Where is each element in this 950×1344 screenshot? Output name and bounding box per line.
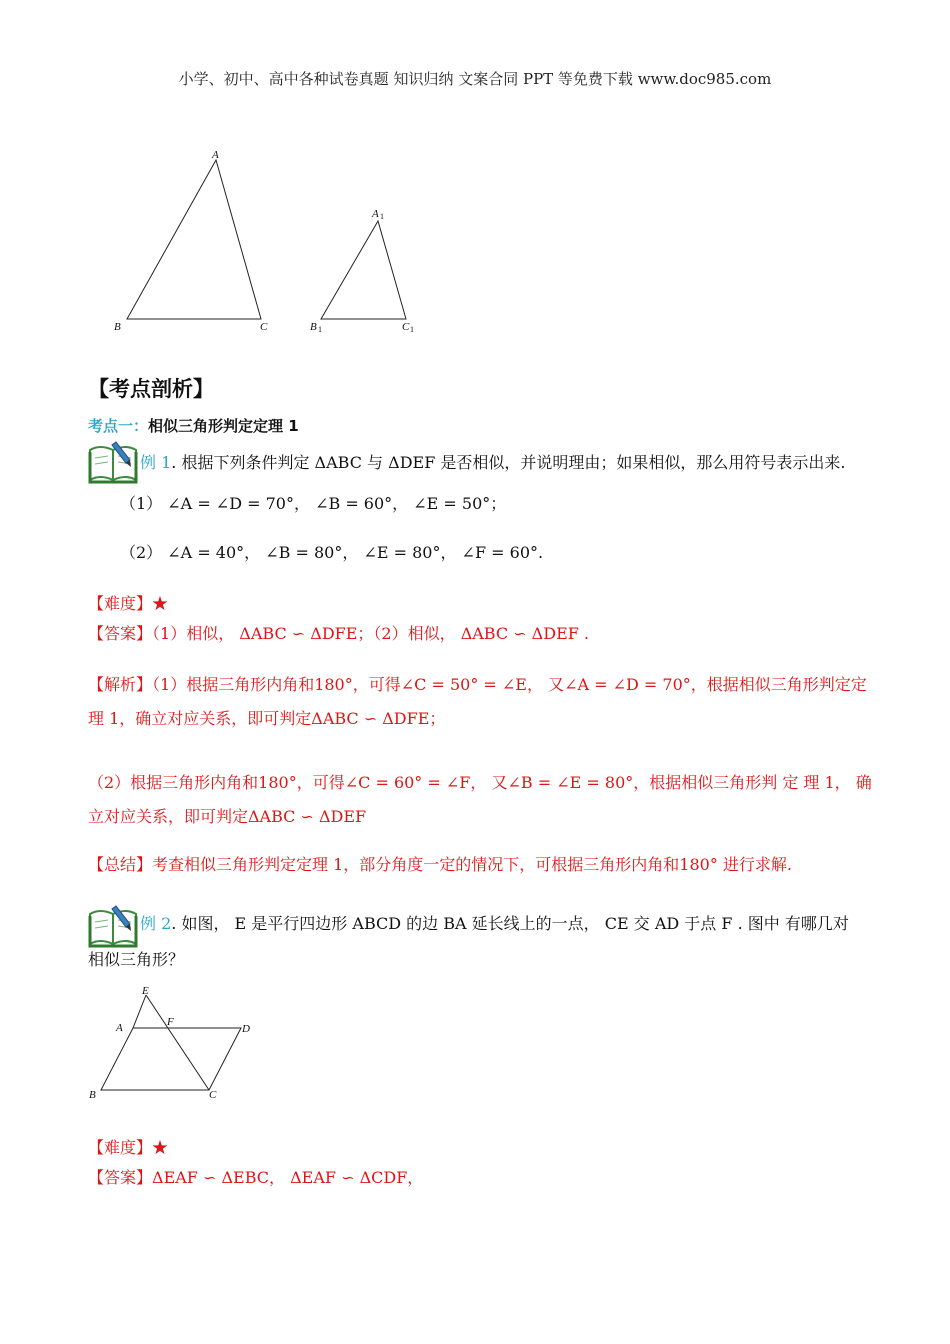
example2-question-text: . 如图， E 是平行四边形 ABCD 的边 BA 延长线上的一点， CE 交 AD 于点 F . 图中 有哪几对 (171, 914, 849, 933)
difficulty-star: ★ (152, 594, 169, 613)
label-e: E (142, 985, 149, 997)
book-icon (86, 438, 142, 484)
example1-cond2: （2） ∠A = 40°， ∠B = 80°， ∠E = 80°， ∠F = 60°. (120, 543, 544, 562)
difficulty-label: 【难度】 (88, 594, 153, 613)
label-d: D (242, 1023, 250, 1035)
label-a: A (116, 1022, 123, 1034)
analysis2-line2: 立对应关系，即可判定ΔABC ∽ ΔDEF (88, 807, 367, 826)
label-a1-sub: 1 (380, 212, 384, 221)
triangle-a1b1c1 (321, 221, 406, 319)
kaodian-title: 相似三角形判定定理 1 (148, 417, 299, 435)
example1-analysis2 (88, 766, 872, 834)
example2-answer (88, 1166, 423, 1190)
parallelogram-figure (85, 983, 265, 1103)
difficulty-label: 【难度】 (88, 1138, 153, 1157)
kaodian-line (88, 414, 299, 438)
answer-text: （1）相似， ΔABC ∽ ΔDFE；（2）相似， ΔABC ∽ ΔDEF . (152, 624, 590, 643)
analysis2-line1: （2）根据三角形内角和180°，可得∠C = 60° = ∠F， 又∠B = ∠E = 80°，根据相似三角形判 定 理 1， 确 (88, 773, 872, 792)
summary-text: 考查相似三角形判定定理 1，部分角度一定的情况下，可根据三角形内角和180° 进行求解. (152, 855, 792, 874)
label-b1-sub: 1 (318, 325, 322, 334)
example1-difficulty (88, 592, 168, 616)
label-c1-sub: 1 (410, 325, 414, 334)
triangles-figure (100, 140, 430, 340)
answer-text: ΔEAF ∽ ΔEBC， ΔEAF ∽ ΔCDF， (152, 1168, 424, 1187)
answer-label: 【答案】 (88, 1168, 153, 1187)
answer-label: 【答案】 (88, 624, 153, 643)
label-c: C (209, 1089, 217, 1101)
example1-summary (88, 853, 792, 877)
example1-question-text: 根据下列条件判定 ΔABC 与 ΔDEF 是否相似，并说明理由；如果相似，那么用符号表示出来. (181, 453, 846, 472)
line-ea (133, 995, 146, 1028)
difficulty-star: ★ (152, 1138, 169, 1157)
parallelogram-abcd (101, 1028, 241, 1090)
example2-label: 例 2 (140, 914, 172, 933)
label-b: B (89, 1089, 96, 1101)
analysis1-line2: 理 1，确立对应关系，即可判定ΔABC ∽ ΔDFE； (88, 709, 446, 728)
summary-label: 【总结】 (88, 855, 153, 874)
example1-question (140, 451, 845, 475)
example1-analysis (88, 668, 868, 736)
section-title: 【考点剖析】 (88, 376, 214, 401)
triangle-abc (127, 160, 261, 319)
example1-label: 例 1 (140, 453, 172, 472)
page-header: 小学、初中、高中各种试卷真题 知识归纳 文案合同 PPT 等免费下载 www.doc985.com (178, 70, 772, 88)
book-icon (86, 902, 142, 948)
example2-question-line2: 相似三角形？ (88, 950, 185, 969)
label-f: F (167, 1016, 174, 1028)
label-a1: A (372, 208, 379, 220)
example2-difficulty (88, 1136, 168, 1160)
example1-cond1: （1） ∠A = ∠D = 70°， ∠B = 60°， ∠E = 50°； (120, 494, 507, 513)
line-ec (146, 995, 209, 1090)
label-a: A (212, 149, 219, 161)
label-b1: B (310, 321, 317, 333)
kaodian-label: 考点一： (88, 417, 149, 435)
example1-dot: . (171, 453, 177, 472)
analysis-label: 【解析】 (88, 675, 153, 694)
analysis1-line1: （1）根据三角形内角和180°，可得∠C = 50° = ∠E， 又∠A = ∠D = 70°，根据相似三角形判定定 (152, 675, 867, 694)
label-c1: C (402, 321, 410, 333)
example1-answer (88, 622, 589, 646)
label-b: B (114, 321, 121, 333)
label-c: C (260, 321, 268, 333)
example2-question-line1 (140, 912, 849, 936)
